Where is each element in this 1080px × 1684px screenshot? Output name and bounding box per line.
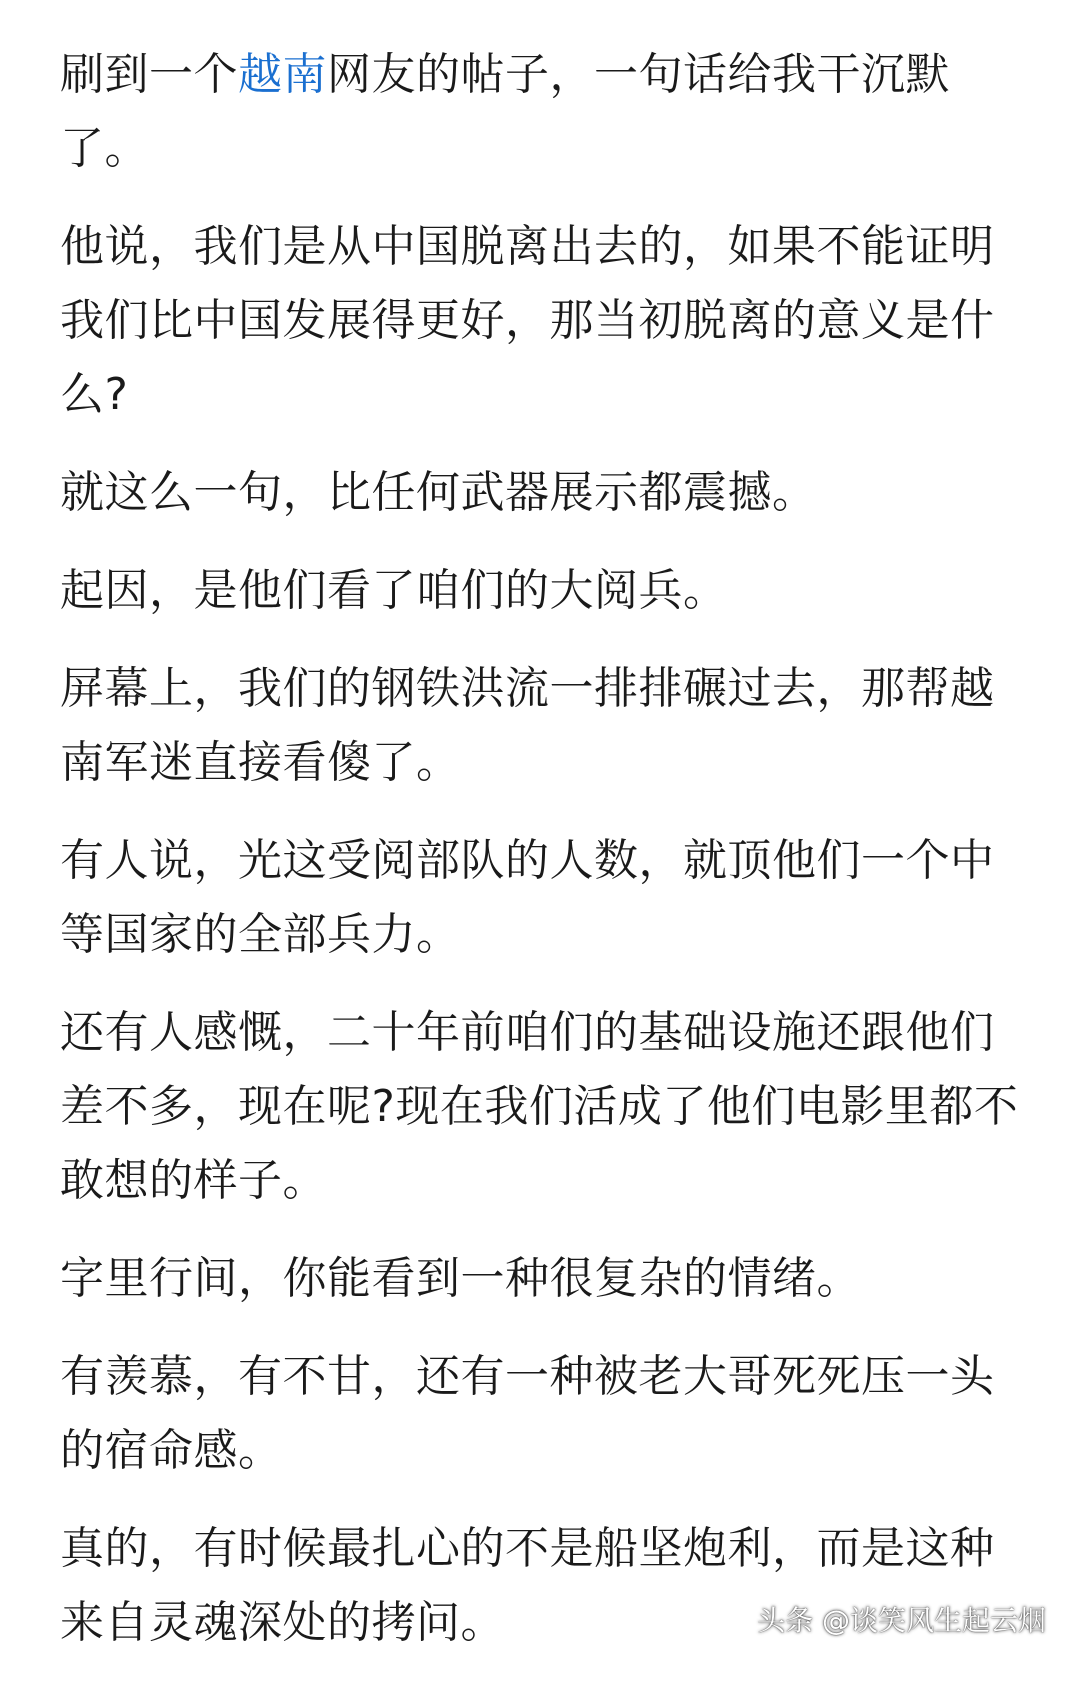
paragraph-8: 字里行间，你能看到一种很复杂的情绪。 <box>60 1253 861 1304</box>
paragraph-3: 就这么一句，比任何武器展示都震撼。 <box>60 467 817 518</box>
paragraph-2: 他说，我们是从中国脱离出去的，如果不能证明我们比中国发展得更好，那当初脱离的意义是什么? <box>60 221 995 420</box>
paragraph-1-text-before: 刷到一个 <box>60 49 238 100</box>
watermark: 头条 @谈笑风生起云烟 <box>757 1604 1046 1637</box>
link-vietnam[interactable]: 越南 <box>238 49 327 100</box>
paragraph-7: 还有人感慨，二十年前咱们的基础设施还跟他们差不多，现在呢?现在我们活成了他们电影里都不敢想的样子。 <box>60 1007 1019 1206</box>
paragraph-5: 屏幕上，我们的钢铁洪流一排排碾过去，那帮越南军迷直接看傻了。 <box>60 663 995 788</box>
paragraph-4: 起因，是他们看了咱们的大阅兵。 <box>60 565 728 616</box>
paragraph-1-text-after: 网友的帖子，一句话给我干沉默了。 <box>60 49 950 174</box>
article-body <box>60 38 1020 1684</box>
paragraph-10: 真的，有时候最扎心的不是船坚炮利，而是这种来自灵魂深处的拷问。 <box>60 1523 995 1648</box>
paragraph-1 <box>60 38 1020 186</box>
paragraph-6: 有人说，光这受阅部队的人数，就顶他们一个中等国家的全部兵力。 <box>60 835 995 960</box>
paragraph-9: 有羡慕，有不甘，还有一种被老大哥死死压一头的宿命感。 <box>60 1351 995 1476</box>
